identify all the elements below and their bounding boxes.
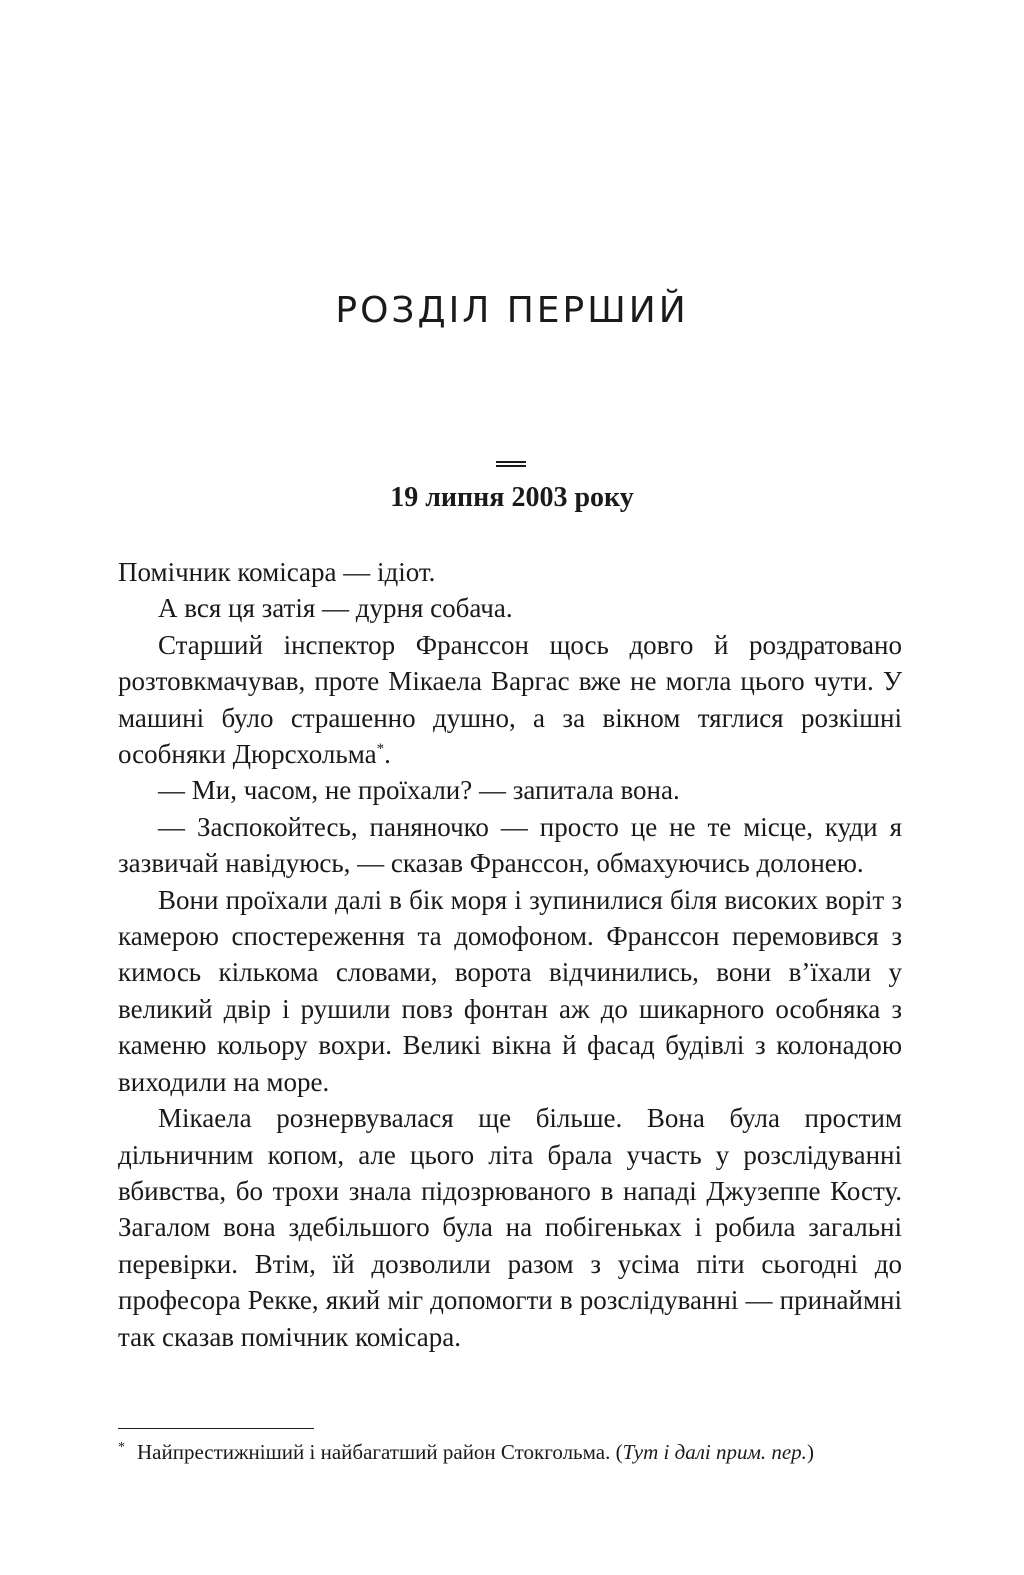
footnote-marker: * — [118, 1440, 125, 1455]
footnote-reference[interactable]: * — [376, 741, 385, 758]
paragraph: Помічник комісара — ідіот. — [118, 557, 436, 587]
chapter-body — [118, 554, 902, 1355]
paragraph: — Заспокойтесь, паняночко — просто це не те місце, куди я зазвичай навідуюсь, — сказав Франссон, обмахуючись долонею. — [118, 811, 902, 879]
footnote-close: ) — [806, 1440, 814, 1464]
paragraph: Мікаела рознервувалася ще більше. Вона була простим дільничним копом, але цього літа брала участь у розслідуванні вбивства, бо трохи знала підозрюваного в нападі Джузеппе Косту. Загалом вона здебільшого була на побігеньках і робила загальні перевірки. Втім, їй дозволили разом з усіма піти сьогодні до професора Рекке, який міг допомогти в розслідуванні — принаймні так сказав помічник комісара. — [118, 1103, 902, 1352]
footnote-text: Найпрестижніший і найбагатший район Стокгольма. ( — [137, 1440, 623, 1464]
paragraph — [118, 627, 902, 773]
paragraph: Вони проїхали далі в бік моря і зупинилися біля високих воріт з камерою спостереження та домофоном. Франссон перемовився з кимось кількома словами, ворота відчинились, вони в’їхали у великий двір і рушили повз фонтан аж до шикарного особняка з каменю кольору вохри. Великі вікна й фасад будівлі з колонадою виходили на море. — [118, 884, 902, 1097]
paragraph-text: Старший інспектор Франссон щось довго й роздратовано розтовкмачував, проте Мікаела Варгас вже не могла цього чути. У машині було страшенно душно, а за вікном тяглися розкішні особняки Дюрсхольма — [118, 629, 902, 770]
paragraph: А вся ця затія — дурня собача. — [158, 593, 513, 624]
footnote-rule — [118, 1428, 314, 1429]
footnote — [118, 1438, 902, 1466]
date-heading: 19 липня 2003 року — [390, 482, 634, 513]
footnote-translator-note: Тут і далі прим. пер. — [622, 1440, 807, 1464]
section-divider — [496, 461, 526, 467]
paragraph-end: . — [384, 739, 391, 770]
chapter-title: РОЗДІЛ ПЕРШИЙ — [335, 290, 689, 331]
paragraph: — Ми, часом, не проїхали? — запитала вона. — [158, 775, 680, 806]
